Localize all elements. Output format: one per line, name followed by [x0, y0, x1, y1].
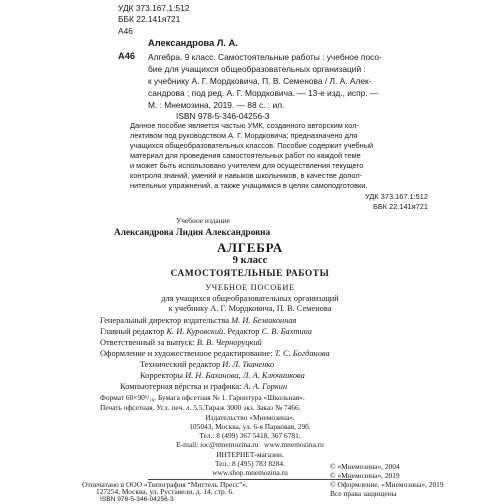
credit-label: Ответственный за выпуск:: [100, 338, 195, 347]
credit-name: М. И. Безвиконная: [231, 316, 297, 325]
credit-name: В. В. Черноруцкий: [196, 338, 262, 347]
udk-code: УДК 373.167.1:512: [118, 3, 190, 13]
publisher-name: Издательство «Мнемозина».: [205, 413, 295, 422]
annotation-line: материал для проведения самостоятельных работ по каждой теме: [130, 151, 361, 160]
copyright-line: © Оформление. «Мнемозина», 2019: [330, 480, 444, 489]
catalog-line: бие для учащихся общеобразовательных организаций :: [148, 64, 366, 74]
book-type: УЧЕБНОЕ ПОСОБИЕ: [205, 283, 295, 292]
credit-name: К. И. Куровский: [166, 327, 224, 336]
edition-type: Учебное издание: [176, 216, 230, 225]
copyright-line: © «Мнемозина», 2004: [330, 462, 400, 471]
annotation-line: лективом под руководством А. Г. Мордковича; предназначено для: [130, 131, 358, 140]
book-title: АЛГЕБРА: [217, 240, 283, 255]
grade: 9 класс: [232, 255, 268, 266]
catalog-line: сандрова ; под ред. А. Г. Мордковича. — 13-е изд., испр. —: [148, 88, 379, 98]
publisher-phones: Тел.: 8 (499) 367 5418, 367 6781.: [199, 431, 301, 440]
author-full-name: Александрова Лидия Александровна: [114, 228, 271, 238]
annotation-line: Данное пособие является частью УМК, созданного авторским кол-: [130, 121, 359, 130]
credit-name: А. А. Горкин: [243, 382, 288, 391]
credit-responsible: [100, 339, 262, 347]
credit-label: Главный редактор: [100, 327, 165, 336]
credit-director: [100, 317, 296, 325]
bbk-code-bottom: ББК 22.141я721: [373, 202, 428, 211]
rights-reserved: Все права защищены: [330, 489, 397, 498]
credit-design: [100, 350, 330, 358]
annotation-line: учащихся общеобразовательных классов. Пособие содержит учебный: [130, 141, 374, 150]
udk-code-bottom: УДК 373.167.1:512: [365, 192, 428, 201]
credit-label: Редактор: [227, 327, 260, 336]
author-code-top: А46: [118, 26, 133, 36]
credit-label: Корректоры: [140, 371, 183, 380]
catalog-line: к учебнику А. Г. Мордковича, П. В. Семенова / Л. А. Алек-: [148, 76, 372, 86]
isbn-top: ISBN 978-5-346-04256-3: [176, 111, 270, 121]
credit-name: И. Л. Ткаченко: [222, 360, 275, 369]
author-code-side: А46: [118, 51, 136, 61]
credit-tech-editor: [140, 361, 274, 369]
isbn-bottom: ISBN 978-5-346-04256-3: [100, 496, 174, 503]
format-line: Формат 60×90¹/₁₆. Бумага офсетная № 1. Гарнитура «Школьная».: [100, 393, 305, 402]
annotation-line: контроля знаний, умений и навыков школьников, в качестве допол-: [130, 171, 363, 180]
shop-url: www.shop.mnemozina.ru: [212, 468, 288, 477]
credit-label: Оформление и художественное редактирование:: [100, 349, 273, 358]
credit-name: Т. С. Богданова: [274, 349, 330, 358]
purpose-line: к учебнику А. Г. Мордковича, П. В. Семенова: [168, 304, 332, 313]
purpose-line: для учащихся общеобразовательных организаций: [161, 294, 339, 303]
book-subtitle: САМОСТОЯТЕЛЬНЫЕ РАБОТЫ: [170, 269, 330, 279]
shop-phone: Тел.: 8 (495) 783 8284.: [215, 459, 285, 468]
publisher-email: E-mail: ioc@mnemozina.ru www.mnemozina.ru: [176, 440, 324, 449]
annotation-line: и может быть использовано учителем для осуществления текущего: [130, 161, 364, 170]
copyright-line: © «Мнемозина», 2019: [330, 471, 400, 480]
credit-label: Компьютерная вёрстка и графика:: [120, 382, 242, 391]
credit-chief-editor: Главный редактор К. И. Куровский. Редактор С. В. Бахтина: [100, 327, 312, 336]
credit-label: Технический редактор: [140, 360, 221, 369]
credit-label: Генеральный директор издательства: [100, 316, 230, 325]
annotation-line: нительных упражнений, а также учащимися в целях самоподготовки.: [130, 181, 368, 190]
print-line: Печать офсетная. Усл. печ. л. 5,5.Тираж 3000 экз. Заказ № 7466.: [100, 403, 301, 412]
bbk-code: ББК 22.141я721: [118, 14, 181, 24]
printer-line: 127254, Москва, ул. Руставели, д. 14, стр. 6.: [96, 487, 234, 496]
shop-title: ИНТЕРНЕТ-магазин.: [216, 450, 284, 459]
publisher-address: 105043, Москва, ул. 6-я Парковая, 29б.: [189, 422, 311, 431]
credit-layout: [120, 383, 287, 391]
catalog-line: Алгебра. 9 класс. Самостоятельные работы : учебное посо-: [148, 52, 382, 62]
credit-name: С. В. Бахтина: [261, 327, 312, 336]
printer-line: Отпечатано в ООО «Типография “Миттель Пресс”».: [82, 480, 248, 489]
author-heading: Александрова Л. А.: [148, 38, 238, 48]
credit-proofreaders: [140, 372, 305, 380]
credit-name: И. Н. Баханова, Л. А. Ключникова: [185, 371, 305, 380]
catalog-line: М. : Мнемозина, 2019. — 88 с. : ил.: [148, 100, 285, 110]
